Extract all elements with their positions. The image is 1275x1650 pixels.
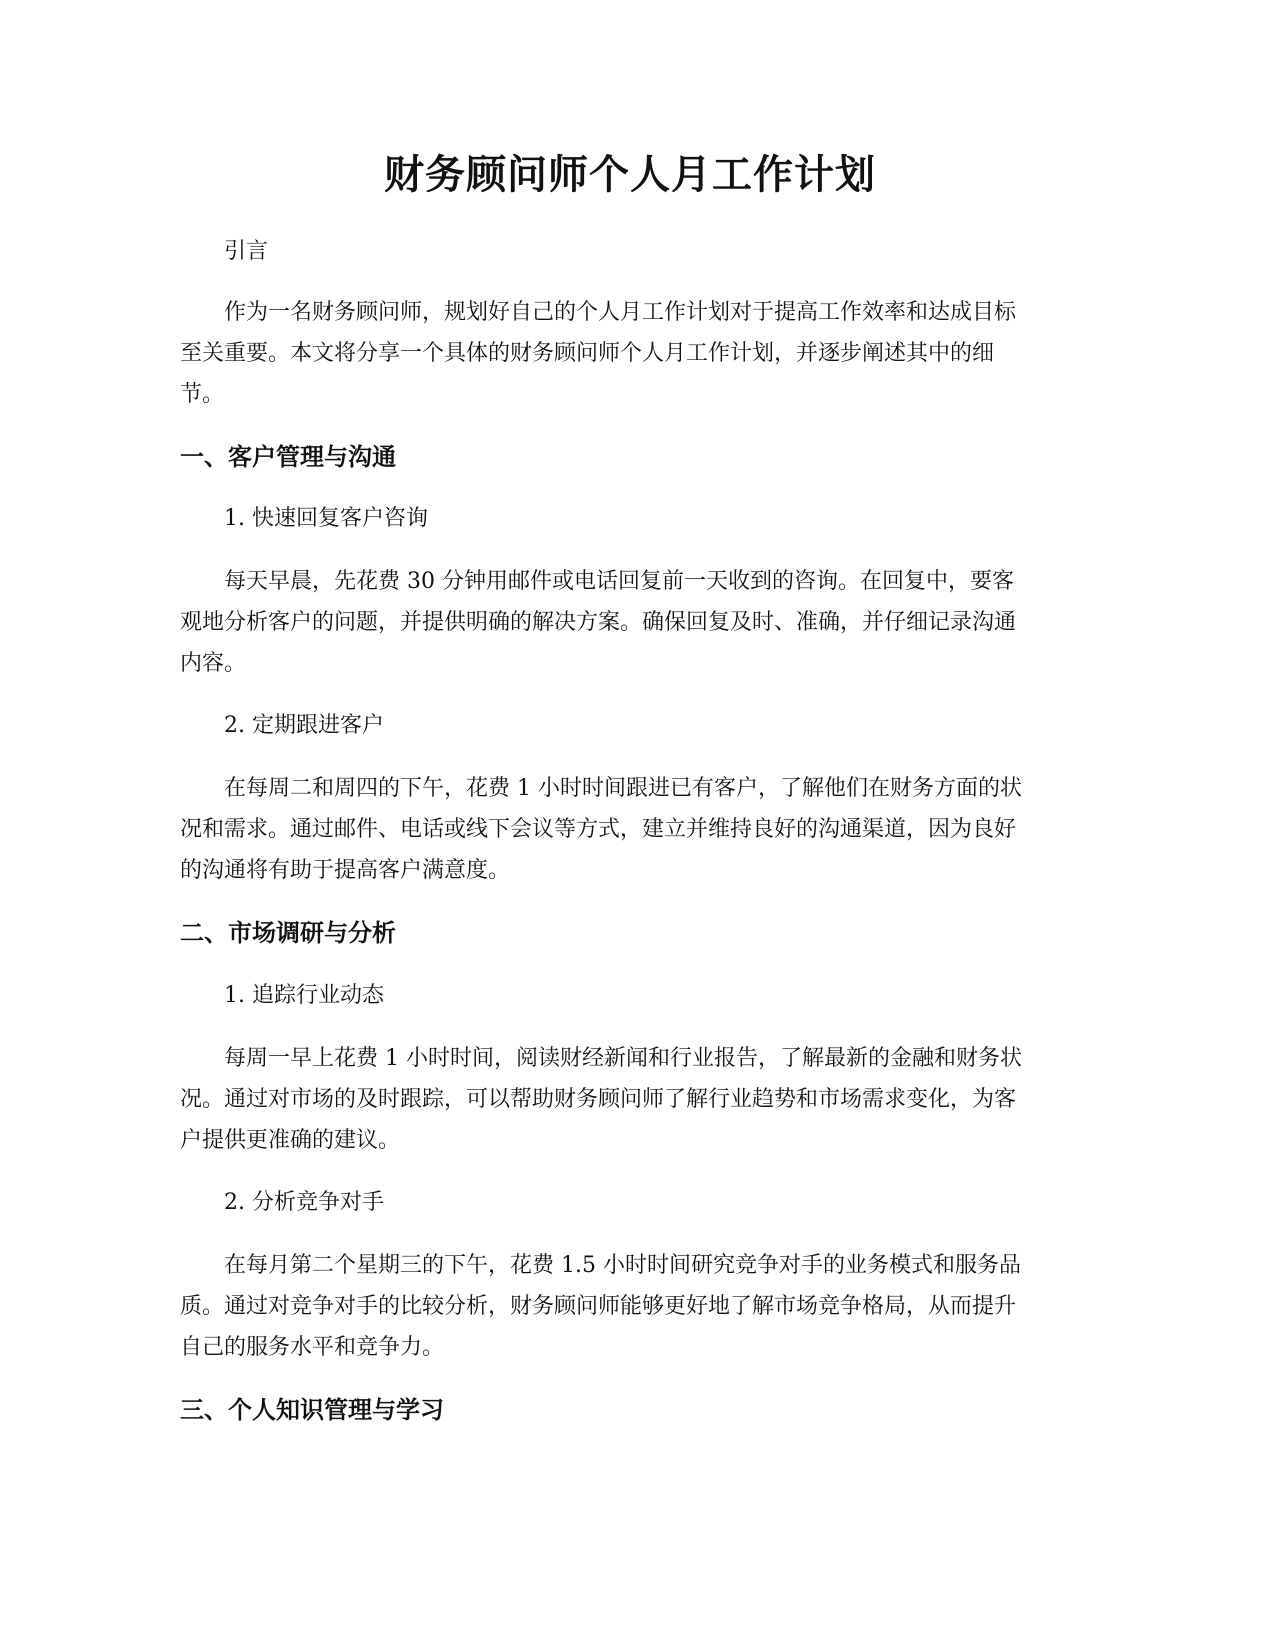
- section-2-item-1-body: 每周一早上花费 1 小时时间，阅读财经新闻和行业报告，了解最新的金融和财务状况。通过对市场的及时跟踪，可以帮助财务顾问师了解行业趋势和市场需求变化，为客户提供更准确的建议。: [180, 1046, 1022, 1153]
- document-title: 财务顾问师个人月工作计划: [384, 152, 876, 198]
- section-heading-2: 二、市场调研与分析: [180, 919, 396, 947]
- section-2-item-2-title: 2. 分析竞争对手: [224, 1190, 384, 1215]
- section-1-item-2-body: 在每周二和周四的下午，花费 1 小时时间跟进已有客户，了解他们在财务方面的状况和需求。通过邮件、电话或线下会议等方式，建立并维持良好的沟通渠道，因为良好的沟通将有助于提高客户满意度。: [180, 776, 1022, 883]
- section-1-item-2-title: 2. 定期跟进客户: [224, 713, 384, 738]
- section-heading-3: 三、个人知识管理与学习: [180, 1396, 444, 1424]
- section-2-item-2-body: 在每月第二个星期三的下午，花费 1.5 小时时间研究竞争对手的业务模式和服务品质。通过对竞争对手的比较分析，财务顾问师能够更好地了解市场竞争格局，从而提升自己的服务水平和竞争力。: [180, 1253, 1021, 1360]
- section-2-item-1-title: 1. 追踪行业动态: [224, 983, 384, 1008]
- section-1-item-1-body: 每天早晨，先花费 30 分钟用邮件或电话回复前一天收到的咨询。在回复中，要客观地分析客户的问题，并提供明确的解决方案。确保回复及时、准确，并仔细记录沟通内容。: [180, 569, 1017, 676]
- intro-paragraph: 作为一名财务顾问师，规划好自己的个人月工作计划对于提高工作效率和达成目标至关重要。本文将分享一个具体的财务顾问师个人月工作计划，并逐步阐述其中的细节。: [180, 300, 1017, 407]
- intro-label: 引言: [224, 239, 269, 264]
- section-heading-1: 一、客户管理与沟通: [180, 443, 396, 471]
- section-1-item-1-title: 1. 快速回复客户咨询: [224, 506, 428, 531]
